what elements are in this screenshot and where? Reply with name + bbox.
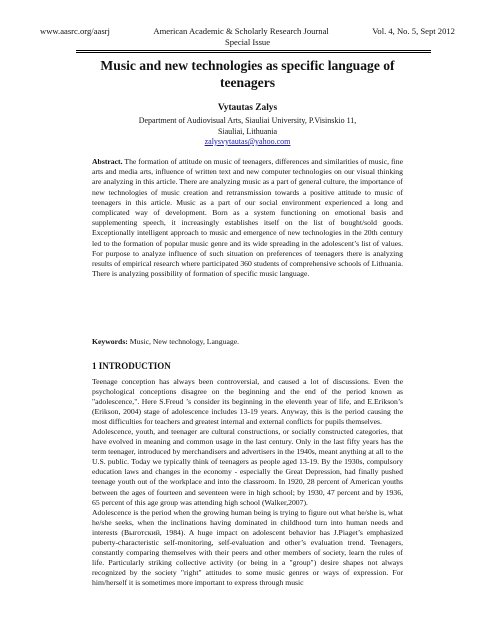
abstract-label: Abstract. [92, 157, 123, 166]
author-affiliation [90, 116, 405, 148]
abstract-text: The formation of attitude on music of teenagers, differences and similarities of music, fine arts and media arts, influence of written text and new computer technologies on our visual thinking are analyzing in this article. There are analyzing music as a part of general culture, the importance of new technologies of music creation and retransmission towards a positive attitude to music of teenagers in this article. Music as a part of our social environment experienced a long and complicated way of development. Born as a system functioning on emotional basis and supplementing speech, it increasingly establishes itself on the list of bought/sold goods. Exceptionally intelligent approach to music and emergence of new technologies in the 20th century led to the formation of popular music genre and its wide spreading in the adolescent’s list of values. For purpose to analyze influence of such situation on preferences of teenagers there is analyzing results of empirical research where participated 360 students of comprehensive schools of Lithuania. There is analyzing possibility of formation of specific music language. [92, 157, 403, 279]
paragraph: Teenage conception has always been controversial, and caused a lot of discussions. Even the psychological conceptions disagree on the beginning and the end of the period known as "adolescence,". Here S.Freud ’s consider its beginning in the eleventh year of life, and E.Erikson’s (Erikson, 2004) stage of adolescence includes 13-19 years. Anyway, this is the period causing the most difficulties for teachers and greatest internal and external conflicts for pupils themselves. [92, 377, 403, 427]
abstract [92, 157, 403, 279]
section-heading: 1 INTRODUCTION [92, 361, 171, 371]
author-name: Vytautas Zalys [217, 103, 278, 113]
header-rule [76, 50, 431, 51]
affiliation-city: Siauliai, Lithuania [217, 126, 278, 136]
affiliation-dept: Department of Audiovisual Arts, Siauliai University, P.Visinskio 11, [138, 116, 357, 125]
paper-title: Music and new technologies as specific language of teenagers [100, 58, 395, 90]
keywords [92, 337, 403, 347]
running-header [40, 26, 455, 48]
keywords-text: Music, New technology, Language. [129, 337, 240, 346]
keywords-label: Keywords: [92, 337, 128, 346]
paragraph: Adolescence, youth, and teenager are cultural constructions, or socially constructed categories, that have evolved in meaning and common usage in the last century. Only in the last fifty years has the term teenager, introduced by merchandisers and advertisers in the 1940s, meant anything at all to the U.S. public. Today we typically think of teenagers as people aged 13-19. By the 1930s, compulsory education laws and changes in the economy - especially the Great Depression, had finally pushed teenage youth out of the workplace and into the classroom. In 1920, 28 percent of American youths between the ages of fourteen and seventeen were in high school; by 1930, 47 percent and by 1936, 65 percent of this age group was attending high school (Walker,2007). [92, 427, 403, 507]
author-email-link[interactable]: zalysvytautas@yahoo.com [204, 137, 291, 146]
header-issue: Special Issue [224, 37, 271, 47]
header-journal: American Academic & Scholarly Research Journal [153, 26, 329, 36]
header-volume: Vol. 4, No. 5, Sept 2012 [372, 26, 455, 36]
header-rule-thin [76, 52, 431, 53]
body-text [92, 377, 403, 588]
paragraph: Adolescence is the period when the growing human being is trying to figure out what he/she is, what he/she seeks, when the inclinations having dominated in childhood turn into human needs and interests (Выготский, 1984). A huge impact on adolescent behavior has J.Piaget’s emphasized puberty-characteristic self-monitoring, self-evaluation and other’s evaluation trend. Teenagers, constantly comparing themselves with their peers and other members of society, learn the rules of life. Particularly striking collective activity (or being in a "group") desire shapes not always recognized by the society "right" attitudes to some music genres or ways of expression. For him/herself it is sometimes more important to express through music [92, 507, 403, 587]
header-site: www.aasrc.org/aasrj [40, 26, 110, 36]
